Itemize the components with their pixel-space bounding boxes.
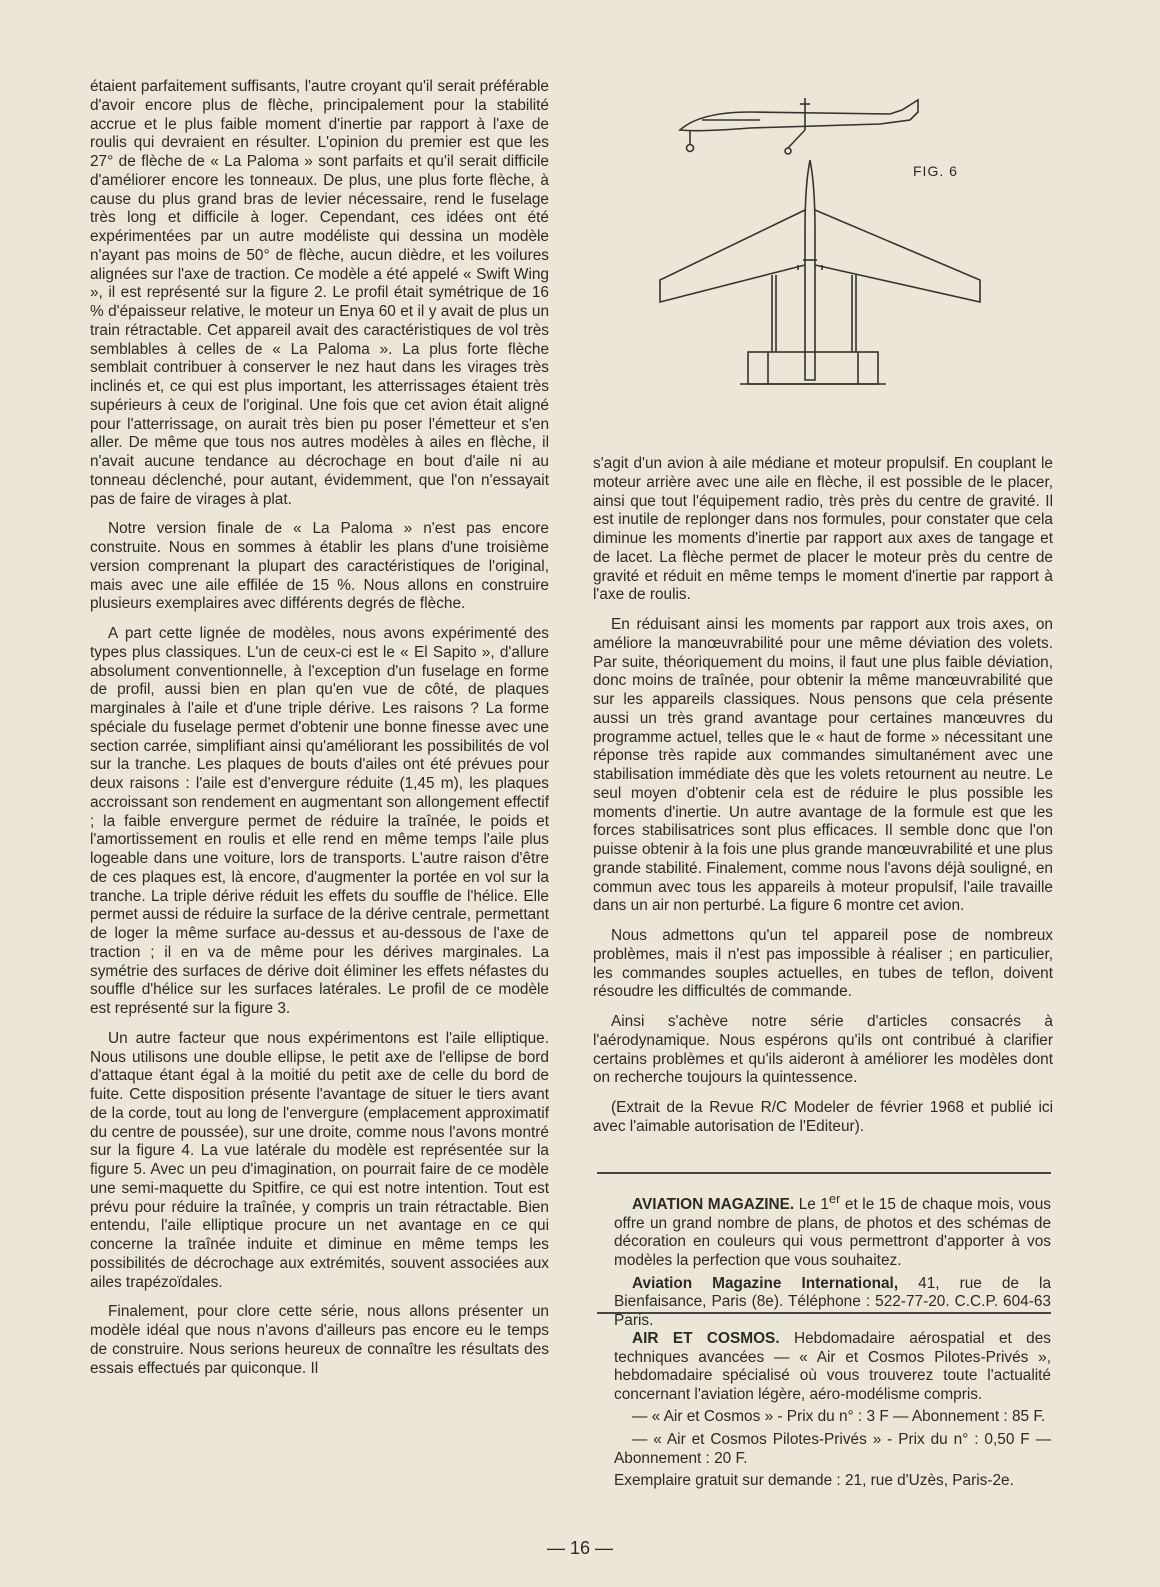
paragraph: Un autre facteur que nous expérimentons est l'aile elliptique. Nous utilisons une double ellipse, le petit axe de l'ellipse de bord d'attaque étant égal à la moitié du petit axe de celle du bord de fuite. Cette disposition présente l'avantage de situer le tiers avant de la corde, tout au long de l'envergure (emplacement approximatif du centre de poussée), sur une droite, comme nous l'avons montré sur la figure 4. La vue latérale du modèle est représentée sur la figure 5. Avec un peu d'imagination, on pourrait faire de ce modèle une semi-maquette du Spitfire, ce qui est notre intention. Tout est prévu pour réduire la traînée, y compris un train rétractable. Bien entendu, l'aile elliptique procure un net avantage en ce qui concerne la traînée induite et diminue en même temps les possibilités de décrochage aux extrémités, souvent associées aux ailes trapézoïdales. [90,1029,549,1291]
aviation-magazine-title: AVIATION MAGAZINE. [632,1196,795,1214]
paragraph: Nous admettons qu'un tel appareil pose de nombreux problèmes, mais il n'est pas impossible à réaliser ; en particulier, les commandes souples actuelles, en tubes de teflon, doivent résoudre les difficultés de commande. [593,927,1053,1001]
paragraph: Finalement, pour clore cette série, nous allons présenter un modèle idéal que nous n'avons d'ailleurs pas encore eu le temps de construire. Nous serions heureux de connaître les résultats des essais effectués par quiconque. Il [90,1303,549,1377]
air-et-cosmos-box [614,1330,1051,1495]
paragraph: étaient parfaitement suffisants, l'autre croyant qu'il serait préférable d'avoir encore plus de flèche, principalement pour la stabilité accrue et le plus faible moment d'inertie par rapport à l'axe de roulis qui devraient en résulter. L'opinion du premier est que les 27° de flèche de « La Paloma » sont parfaits et qu'il serait difficile d'améliorer encore les tonneaux. De plus, une plus forte flèche, à cause du plus grand bras de levier nécessaire, rend le fuselage très long et difficile à loger. Cependant, ces idées ont été expérimentées par un autre modéliste qui dessina un modèle n'ayant pas moins de 50° de flèche, aucun dièdre, et les voilures alignées sur l'axe de traction. Ce modèle a été appelé « Swift Wing », il est représenté sur la figure 2. Le profil était symétrique de 16 % d'épaisseur relative, le moteur un Enya 60 et il y avait de plus un train rétractable. Cet appareil avait des caractéristiques de vol très semblables à celles de « La Paloma ». La plus forte flèche semblait contribuer à conserver le nez haut dans les virages très inclinés et, ce qui est plus important, les atterrissages étaient très supérieurs à ceux de l'original. Une fois que cet avion était aligné pour l'atterrissage, on aurait très bien pu poser l'émetteur et s'en aller. De même que tous nos autres modèles à ailes en flèche, il n'avait aucune tendance au décrochage en bout d'aile ni au tonneau déclenché, pour autant, évidemment, que l'on n'essayait pas de faire de virages à plat. [90,78,549,508]
figure-6-aircraft-drawing [640,90,1000,405]
ad-text: Le 1 [794,1196,829,1214]
paragraph: En réduisant ainsi les moments par rapport aux trois axes, on améliore la manœuvrabilité pour une même déviation des volets. Par suite, théoriquement du moins, il faut une plus faible déviation, donc moins de traînée, pour obtenir la même manœuvrabilité que sur les appareils classiques. Nous pensons que cela présente aussi un très grand avantage pour certaines manœuvres du programme actuel, telles que le « haut de forme » nécessitant une réponse très rapide aux commandes simultanément avec une stabilisation immédiate dès que les volets retournent au neutre. Le seul moyen d'obtenir cela est de réduire le plus possible les moments d'inertie. Un autre avantage de la formule est que les forces stabilisatrices sont plus efficaces. Il semble donc que l'on puisse obtenir à la fois une plus grande manœuvrabilité et une plus grande stabilité. Finalement, comme nous l'avons déjà souligné, en commun avec tous les appareils à moteur propulsif, l'aile travaille dans un air non perturbé. La figure 6 montre cet avion. [593,616,1053,915]
left-column [90,78,549,1389]
paragraph: Ainsi s'achève notre série d'articles consacrés à l'aérodynamique. Nous espérons qu'ils ont contribué à clarifier certains problèmes et qu'ils aideront à améliorer les modèles dont on recherche toujours la quintessence. [593,1013,1053,1087]
separator-rule [597,1312,1051,1314]
price-line: — « Air et Cosmos Pilotes-Privés » - Prix du n° : 0,50 F — Abonnement : 20 F. [614,1430,1051,1467]
paragraph: (Extrait de la Revue R/C Modeler de février 1968 et publié ici avec l'aimable autorisation de l'Editeur). [593,1099,1053,1135]
right-column [593,455,1053,1148]
air-et-cosmos-text [614,1330,1051,1404]
ad-text: et le 15 de chaque mois, vous offre un grand nombre de plans, de photos et des schémas de décoration en couleurs qui vous permettront d'apporter à vos modèles la perfection que vous souhaitez. [614,1196,1051,1269]
plan-view-drawing [660,160,980,384]
figure-caption: FIG. 6 [913,163,958,179]
ad-text: Hebdomadaire aérospatial et des techniques avancées — « Air et Cosmos Pilotes-Privés », hebdomadaire spécialisé où vous trouverez toute l'actualité concernant l'aviation légère, aéro-modélisme compris. [614,1330,1051,1403]
sample-offer: Exemplaire gratuit sur demande : 21, rue d'Uzès, Paris-2e. [614,1472,1014,1490]
aviation-magazine-address [614,1275,1051,1331]
air-et-cosmos-title: AIR ET COSMOS. [632,1330,780,1347]
paragraph: A part cette lignée de modèles, nous avons expérimenté des types plus classiques. L'un de ceux-ci est le « El Sapito », d'allure absolument conventionnelle, à l'exception d'un fuselage en forme de profil, aussi bien en plan qu'en vue de côté, de plaques marginales à l'aile et d'une triple dérive. Les raisons ? La forme spéciale du fuselage permet d'obtenir une bonne finesse avec une section carrée, simplifiant ainsi qu'améliorant les possibilités de vol sur la tranche. Les plaques de bouts d'ailes ont été prévues pour deux raisons : l'aile est d'envergure réduite (1,45 m), les plaques accroissant son rendement en augmentant son allongement effectif ; la faible envergure permet de réduire la traînée, le poids et l'amortissement en roulis et elle rend en même temps l'aile plus logeable dans une voiture, lors de transports. L'autre raison d'être de ces plaques est, là encore, d'augmenter la portée en vol sur la tranche. La triple dérive réduit les effets du souffle de l'hélice. Elle permet aussi de réduire la surface de la dérive centrale, permettant de loger la même surface au-dessus et au-dessous de l'axe de traction ; il en va de même pour les dérives marginales. La symétrie des surfaces de dérive doit éliminer les effets néfastes du souffle d'hélice sur les surfaces latérales. Le profil de ce modèle est représenté sur la figure 3. [90,625,549,1017]
aviation-magazine-text [614,1190,1051,1271]
paragraph: Notre version finale de « La Paloma » n'est pas encore construite. Nous en sommes à établir les plans d'une troisième version comprenant la plupart des caractéristiques de l'original, mais avec une aile effilée de 15 %. Nous allons en construire plusieurs exemplaires avec différents degrés de flèche. [90,520,549,613]
separator-rule [597,1172,1051,1174]
publisher-name: Aviation Magazine International, [632,1274,899,1292]
ad-superscript: er [828,1191,841,1206]
page-number: — 16 — [546,1538,614,1558]
side-view-drawing [680,98,918,154]
paragraph: s'agit d'un avion à aile médiane et moteur propulsif. En couplant le moteur arrière avec une aile en flèche, il est possible de le placer, ainsi que tout l'équipement radio, très près du centre de gravité. Il est inutile de replonger dans nos formules, pour constater que cela diminue les moments d'inertie par rapport aux axes de tangage et de lacet. La flèche permet de placer le moteur près du centre de gravité et réduit en même temps le moment d'inertie par rapport à l'axe de roulis. [593,455,1053,604]
address-text: 41, rue de la Bienfaisance, Paris (8e). Téléphone : 522-77-20. C.C.P. 604-63 Paris. [614,1274,1051,1329]
price-line: — « Air et Cosmos » - Prix du n° : 3 F — Abonnement : 85 F. [632,1408,1046,1426]
